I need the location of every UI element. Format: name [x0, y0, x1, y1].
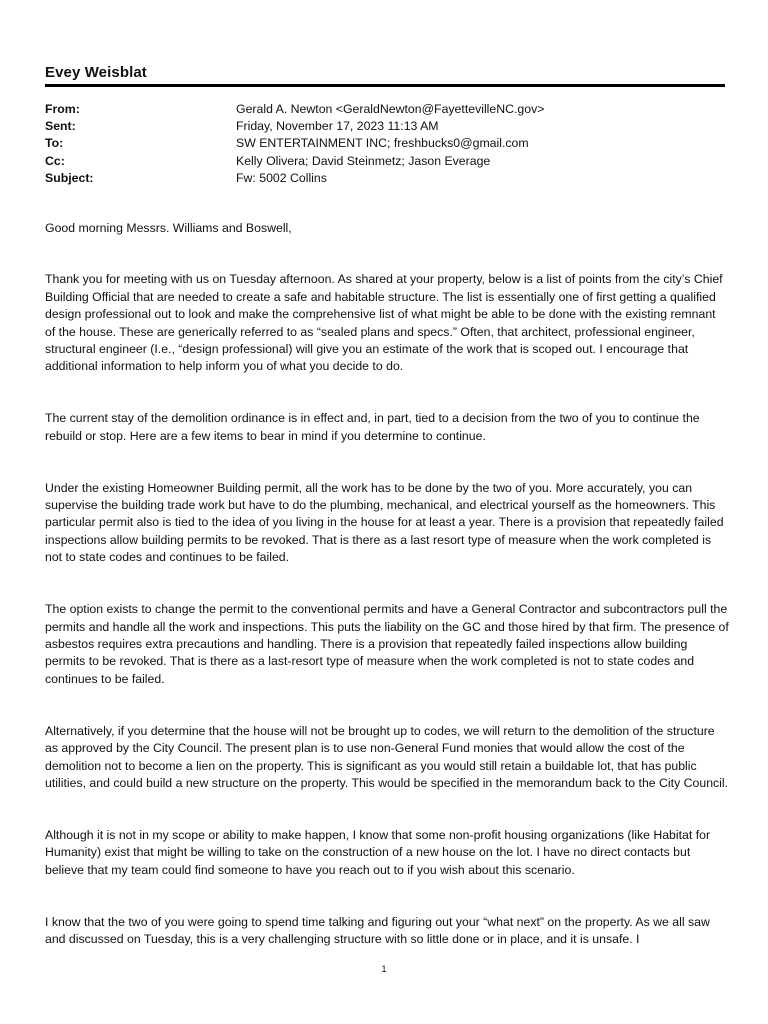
from-label: From: — [45, 102, 80, 116]
subject-value: Fw: 5002 Collins — [236, 170, 327, 185]
mailbox-owner-name: Evey Weisblat — [45, 64, 147, 81]
body-paragraph: The current stay of the demolition ordinance is in effect and, in part, tied to a decision from the two of you to continue the rebuild or stop. Here are a few items to bear in mind if you determine to continue. — [45, 411, 700, 443]
to-value: SW ENTERTAINMENT INC; freshbucks0@gmail.com — [236, 136, 529, 151]
body-paragraph: The option exists to change the permit to the conventional permits and have a General Contractor and subcontractors pull the permits and handle all the work and inspections. This puts the liability on the GC and those hired by that firm. The presence of asbestos requires extra precautions and handling. There is a provision that repeatedly failed inspections allow building permits to be revoked. That is there as a last-resort type of measure when the work completed is not to state codes and continues to be failed. — [45, 602, 729, 686]
email-body — [45, 220, 729, 966]
body-paragraph: Thank you for meeting with us on Tuesday afternoon. As shared at your property, below is a list of points from the city’s Chief Building Official that are needed to create a safe and habitable structure. The list is essentially one of first getting a qualified design professional out to look and make the comprehensive list of what might be able to be done with the existing remnant of the house. These are generically referred to as “sealed plans and specs.” Often, that architect, professional engineer, structural engineer (I.e., “design professional) will give you an estimate of the work that is scoped out. I encourage that additional information to help inform you of what you decide to do. — [45, 272, 723, 374]
sent-label: Sent: — [45, 119, 76, 134]
cc-label: Cc: — [45, 153, 65, 168]
from-row — [45, 101, 725, 118]
to-label: To: — [45, 136, 64, 151]
body-paragraph: Alternatively, if you determine that the house will not be brought up to codes, we will return to the demolition of the structure as approved by the City Council. The present plan is to use non-General Fund monies that would allow the cost of the demolition not to become a lien on the property. This is significant as you would still retain a buildable lot, that has public utilities, and could build a new structure on the property. This would be specified in the memorandum back to the City Council. — [45, 723, 729, 790]
greeting: Good morning Messrs. Williams and Boswell, — [45, 221, 292, 235]
body-paragraph: Under the existing Homeowner Building permit, all the work has to be done by the two of you. More accurately, you can supervise the building trade work but have to do the plumbing, mechanical, and electrical yourself as the homeowners. This particular permit also is tied to the idea of you living in the house for at least a year. There is a provision that repeatedly failed inspections allow building permits to be revoked. That is there as a last resort type of measure when the work completed is not to state codes and continues to be failed. — [45, 480, 724, 565]
sent-row — [45, 118, 725, 135]
sent-value: Friday, November 17, 2023 11:13 AM — [236, 119, 439, 134]
subject-row — [45, 170, 725, 187]
page-number: 1 — [381, 964, 387, 974]
body-paragraph: I know that the two of you were going to spend time talking and figuring out your “what next” on the property. As we all saw and discussed on Tuesday, this is a very challenging structure with so little done or in place, and it is unsafe. I — [45, 914, 710, 946]
header-divider — [45, 84, 725, 87]
to-row — [45, 135, 725, 152]
from-value: Gerald A. Newton <GeraldNewton@FayettevilleNC.gov> — [236, 102, 545, 116]
subject-label: Subject: — [45, 170, 94, 185]
cc-row — [45, 153, 725, 170]
cc-value: Kelly Olivera; David Steinmetz; Jason Everage — [236, 153, 491, 168]
body-paragraph: Although it is not in my scope or ability to make happen, I know that some non-profit housing organizations (like Habitat for Humanity) exist that might be willing to take on the construction of a new house on the lot. I have no direct contacts but believe that my team could find someone to have you reach out to if you wish about this scenario. — [45, 827, 711, 877]
email-headers — [45, 101, 725, 187]
